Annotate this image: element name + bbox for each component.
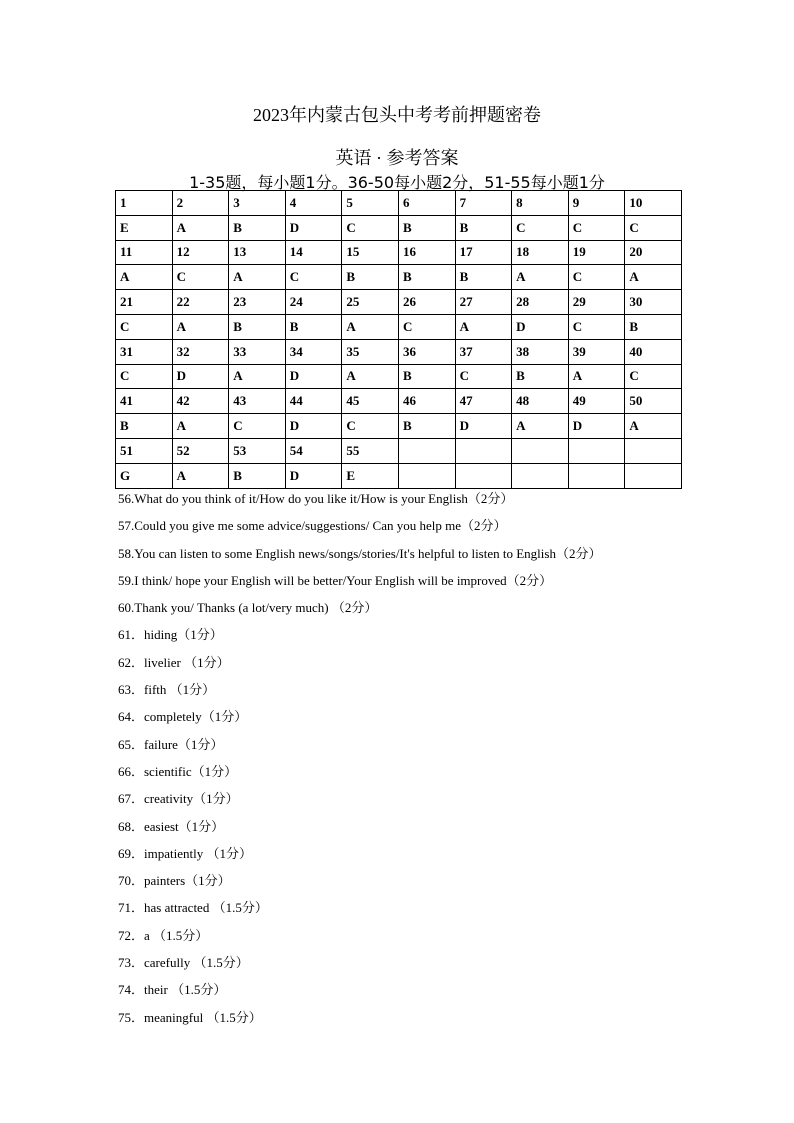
table-cell: D — [285, 414, 342, 439]
table-cell: C — [285, 265, 342, 290]
answer-line: 73．carefully （1.5分） — [118, 955, 249, 971]
table-cell: 27 — [455, 290, 512, 315]
table-cell: D — [455, 414, 512, 439]
table-cell — [568, 463, 625, 488]
table-row — [116, 290, 682, 315]
table-row — [116, 314, 682, 339]
table-cell: C — [342, 215, 399, 240]
table-cell: B — [398, 414, 455, 439]
table-cell: 6 — [398, 191, 455, 216]
table-cell: B — [229, 314, 286, 339]
answer-line: 60.Thank you/ Thanks (a lot/very much) （2分） — [118, 600, 378, 616]
table-cell: 7 — [455, 191, 512, 216]
table-cell: 9 — [568, 191, 625, 216]
table-cell: B — [342, 265, 399, 290]
table-cell: 42 — [172, 389, 229, 414]
table-cell: C — [116, 364, 173, 389]
table-cell: 1 — [116, 191, 173, 216]
table-row — [116, 438, 682, 463]
table-cell: C — [568, 215, 625, 240]
table-row — [116, 240, 682, 265]
table-cell: C — [568, 265, 625, 290]
table-cell: 40 — [625, 339, 682, 364]
answer-table — [115, 190, 682, 489]
table-cell: A — [172, 314, 229, 339]
table-cell: B — [285, 314, 342, 339]
table-cell: 45 — [342, 389, 399, 414]
table-cell — [398, 438, 455, 463]
table-cell: A — [342, 364, 399, 389]
table-cell: C — [625, 215, 682, 240]
table-cell: A — [172, 215, 229, 240]
table-cell: D — [285, 463, 342, 488]
answer-line: 63．fifth （1分） — [118, 682, 216, 698]
document-subtitle: 英语 · 参考答案 — [335, 148, 459, 168]
table-cell: A — [625, 265, 682, 290]
document-title: 2023年内蒙古包头中考考前押题密卷 — [253, 105, 541, 125]
answer-line: 69．impatiently （1分） — [118, 845, 252, 861]
table-cell: A — [512, 414, 569, 439]
table-cell: B — [398, 215, 455, 240]
table-cell: 17 — [455, 240, 512, 265]
table-cell: G — [116, 463, 173, 488]
table-cell — [455, 438, 512, 463]
table-cell: 30 — [625, 290, 682, 315]
table-cell: C — [455, 364, 512, 389]
table-cell: B — [398, 265, 455, 290]
table-cell: 29 — [568, 290, 625, 315]
table-cell: 47 — [455, 389, 512, 414]
table-row — [116, 191, 682, 216]
answer-line: 59.I think/ hope your English will be better/Your English will be improved（2分） — [118, 572, 553, 588]
table-cell: 10 — [625, 191, 682, 216]
table-cell: 50 — [625, 389, 682, 414]
table-cell: 54 — [285, 438, 342, 463]
table-cell: 36 — [398, 339, 455, 364]
answer-line: 72．a （1.5分） — [118, 927, 209, 943]
table-cell: 55 — [342, 438, 399, 463]
table-cell: 48 — [512, 389, 569, 414]
answer-line: 57.Could you give me some advice/suggestions/ Can you help me（2分） — [118, 518, 507, 534]
table-cell: B — [512, 364, 569, 389]
table-cell: 19 — [568, 240, 625, 265]
answer-line: 58.You can listen to some English news/songs/stories/It's helpful to listen to English（2分） — [118, 545, 602, 561]
table-cell — [625, 463, 682, 488]
table-cell: 14 — [285, 240, 342, 265]
table-cell: B — [455, 265, 512, 290]
answer-line: 75．meaningful （1.5分） — [118, 1009, 262, 1025]
table-cell: 43 — [229, 389, 286, 414]
answer-line: 70．painters（1分） — [118, 873, 231, 889]
answer-line: 66．scientific（1分） — [118, 763, 238, 779]
table-cell: 53 — [229, 438, 286, 463]
table-cell: D — [285, 215, 342, 240]
table-cell: B — [116, 414, 173, 439]
table-cell: C — [625, 364, 682, 389]
table-cell: 34 — [285, 339, 342, 364]
table-cell: 51 — [116, 438, 173, 463]
table-row — [116, 364, 682, 389]
table-cell: 26 — [398, 290, 455, 315]
answer-line: 71．has attracted （1.5分） — [118, 900, 268, 916]
table-row — [116, 389, 682, 414]
table-cell: D — [172, 364, 229, 389]
table-cell: C — [229, 414, 286, 439]
table-cell: E — [342, 463, 399, 488]
table-cell: 33 — [229, 339, 286, 364]
table-cell: 11 — [116, 240, 173, 265]
table-cell: A — [229, 265, 286, 290]
table-cell: 39 — [568, 339, 625, 364]
table-cell — [568, 438, 625, 463]
answer-line: 56.What do you think of it/How do you like it/How is your English（2分） — [118, 491, 514, 506]
table-cell: 44 — [285, 389, 342, 414]
table-cell: 22 — [172, 290, 229, 315]
table-cell — [455, 463, 512, 488]
table-cell: D — [512, 314, 569, 339]
table-cell: 8 — [512, 191, 569, 216]
table-cell: 49 — [568, 389, 625, 414]
table-cell: B — [229, 215, 286, 240]
table-cell: B — [455, 215, 512, 240]
answer-line: 74．their （1.5分） — [118, 982, 227, 998]
table-cell: 37 — [455, 339, 512, 364]
table-cell: D — [568, 414, 625, 439]
table-cell: 31 — [116, 339, 173, 364]
table-cell: A — [455, 314, 512, 339]
table-cell: A — [568, 364, 625, 389]
answer-list — [118, 489, 768, 1035]
table-cell: 21 — [116, 290, 173, 315]
table-cell: 5 — [342, 191, 399, 216]
table-cell: 16 — [398, 240, 455, 265]
table-cell: B — [229, 463, 286, 488]
table-cell: B — [398, 364, 455, 389]
table-cell: 25 — [342, 290, 399, 315]
answer-line: 61．hiding（1分） — [118, 627, 223, 643]
table-cell: 28 — [512, 290, 569, 315]
table-cell — [512, 463, 569, 488]
table-cell: A — [229, 364, 286, 389]
answer-line: 62．livelier （1分） — [118, 654, 230, 670]
table-cell: C — [342, 414, 399, 439]
table-cell — [625, 438, 682, 463]
answer-line: 65．failure（1分） — [118, 736, 224, 752]
scoring-note: 1-35题，每小题1分。36-50每小题2分，51-55每小题1分 — [189, 173, 605, 192]
table-cell: 35 — [342, 339, 399, 364]
table-cell: 12 — [172, 240, 229, 265]
table-cell: C — [116, 314, 173, 339]
table-cell: A — [172, 463, 229, 488]
table-cell: 32 — [172, 339, 229, 364]
table-cell: 4 — [285, 191, 342, 216]
table-cell: C — [568, 314, 625, 339]
table-cell — [512, 438, 569, 463]
table-cell: 38 — [512, 339, 569, 364]
table-cell: C — [398, 314, 455, 339]
table-cell: 46 — [398, 389, 455, 414]
table-cell: E — [116, 215, 173, 240]
table-row — [116, 414, 682, 439]
table-cell: A — [116, 265, 173, 290]
table-cell — [398, 463, 455, 488]
table-cell: 52 — [172, 438, 229, 463]
table-cell: D — [285, 364, 342, 389]
answer-line: 64．completely（1分） — [118, 709, 248, 725]
table-cell: A — [172, 414, 229, 439]
table-row — [116, 215, 682, 240]
table-cell: 20 — [625, 240, 682, 265]
table-cell: A — [512, 265, 569, 290]
table-cell: B — [625, 314, 682, 339]
table-cell: 13 — [229, 240, 286, 265]
table-cell: 3 — [229, 191, 286, 216]
table-cell: 23 — [229, 290, 286, 315]
answer-line: 67．creativity（1分） — [118, 791, 239, 807]
table-cell: C — [512, 215, 569, 240]
table-cell: 18 — [512, 240, 569, 265]
table-row — [116, 339, 682, 364]
table-cell: A — [342, 314, 399, 339]
answer-line: 68．easiest（1分） — [118, 818, 225, 834]
table-row — [116, 463, 682, 488]
table-row — [116, 265, 682, 290]
table-cell: 15 — [342, 240, 399, 265]
table-cell: 2 — [172, 191, 229, 216]
table-cell: 41 — [116, 389, 173, 414]
table-cell: 24 — [285, 290, 342, 315]
table-cell: A — [625, 414, 682, 439]
table-cell: C — [172, 265, 229, 290]
